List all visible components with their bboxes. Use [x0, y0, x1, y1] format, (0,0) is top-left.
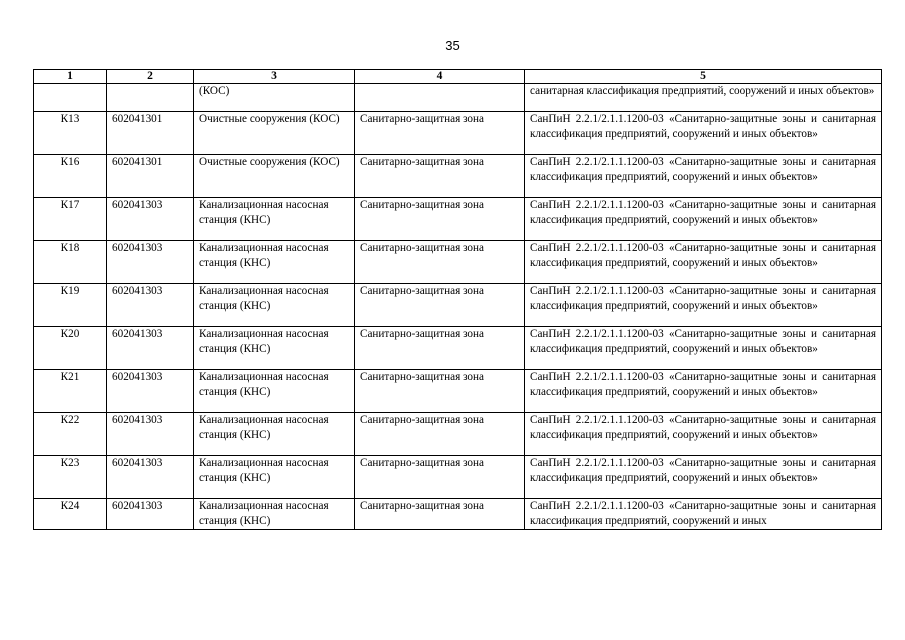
cell-name: Очистные сооружения (КОС): [194, 112, 355, 155]
table-row: [34, 241, 882, 284]
cell-name: Канализационная насосная станция (КНС): [194, 499, 355, 530]
cell-kod: 602041301: [107, 112, 194, 155]
cell-code: К16: [34, 155, 107, 198]
table-row-continuation: [34, 84, 882, 112]
cell-zone: Санитарно-защитная зона: [355, 370, 525, 413]
cell-zone: Санитарно-защитная зона: [355, 241, 525, 284]
cell-code: К24: [34, 499, 107, 530]
column-header-5: 5: [525, 70, 882, 84]
cell-doc: СанПиН 2.2.1/2.1.1.1200-03 «Санитарно-защитные зоны и санитарная классификация предприятий, сооружений и иных объектов»: [525, 456, 882, 499]
cell-code: К22: [34, 413, 107, 456]
cell-zone: Санитарно-защитная зона: [355, 198, 525, 241]
column-header-2: 2: [107, 70, 194, 84]
cell-name: Канализационная насосная станция (КНС): [194, 370, 355, 413]
cell-doc: СанПиН 2.2.1/2.1.1.1200-03 «Санитарно-защитные зоны и санитарная классификация предприятий, сооружений и иных объектов»: [525, 370, 882, 413]
cell-code: К20: [34, 327, 107, 370]
cell-kod: 602041301: [107, 155, 194, 198]
cell-doc: СанПиН 2.2.1/2.1.1.1200-03 «Санитарно-защитные зоны и санитарная классификация предприятий, сооружений и иных объектов»: [525, 284, 882, 327]
cell-code: К21: [34, 370, 107, 413]
cell-doc: СанПиН 2.2.1/2.1.1.1200-03 «Санитарно-защитные зоны и санитарная классификация предприятий, сооружений и иных объектов»: [525, 327, 882, 370]
cell-zone: Санитарно-защитная зона: [355, 155, 525, 198]
cell-zone: Санитарно-защитная зона: [355, 327, 525, 370]
cell-code: К17: [34, 198, 107, 241]
table-row: [34, 284, 882, 327]
cell-zone: Санитарно-защитная зона: [355, 456, 525, 499]
table-row: [34, 112, 882, 155]
table-row: [34, 155, 882, 198]
column-header-3: 3: [194, 70, 355, 84]
cell-zone: Санитарно-защитная зона: [355, 112, 525, 155]
cell-name: (КОС): [194, 84, 355, 112]
table-row: [34, 456, 882, 499]
cell-kod: 602041303: [107, 241, 194, 284]
cell-kod: 602041303: [107, 413, 194, 456]
cell-kod: 602041303: [107, 284, 194, 327]
table-row: [34, 499, 882, 530]
cell-kod: 602041303: [107, 370, 194, 413]
column-header-4: 4: [355, 70, 525, 84]
cell-name: Канализационная насосная станция (КНС): [194, 413, 355, 456]
cell-code: [34, 84, 107, 112]
cell-kod: [107, 84, 194, 112]
cell-kod: 602041303: [107, 327, 194, 370]
table-row: [34, 198, 882, 241]
cell-kod: 602041303: [107, 198, 194, 241]
cell-doc: СанПиН 2.2.1/2.1.1.1200-03 «Санитарно-защитные зоны и санитарная классификация предприятий, сооружений и иных объектов»: [525, 198, 882, 241]
cell-doc: санитарная классификация предприятий, сооружений и иных объектов»: [525, 84, 882, 112]
cell-doc: СанПиН 2.2.1/2.1.1.1200-03 «Санитарно-защитные зоны и санитарная классификация предприятий, сооружений и иных объектов»: [525, 241, 882, 284]
zones-table: [33, 69, 882, 530]
cell-doc: СанПиН 2.2.1/2.1.1.1200-03 «Санитарно-защитные зоны и санитарная классификация предприятий, сооружений и иных объектов»: [525, 155, 882, 198]
table-row: [34, 413, 882, 456]
cell-zone: [355, 84, 525, 112]
cell-code: К18: [34, 241, 107, 284]
cell-kod: 602041303: [107, 456, 194, 499]
cell-zone: Санитарно-защитная зона: [355, 413, 525, 456]
cell-name: Канализационная насосная станция (КНС): [194, 241, 355, 284]
cell-doc: СанПиН 2.2.1/2.1.1.1200-03 «Санитарно-защитные зоны и санитарная классификация предприятий, сооружений и иных объектов»: [525, 413, 882, 456]
cell-doc: СанПиН 2.2.1/2.1.1.1200-03 «Санитарно-защитные зоны и санитарная классификация предприятий, сооружений и иных: [525, 499, 882, 530]
table-row: [34, 327, 882, 370]
cell-code: К19: [34, 284, 107, 327]
cell-name: Канализационная насосная станция (КНС): [194, 198, 355, 241]
cell-kod: 602041303: [107, 499, 194, 530]
column-header-1: 1: [34, 70, 107, 84]
table-row: [34, 370, 882, 413]
cell-doc: СанПиН 2.2.1/2.1.1.1200-03 «Санитарно-защитные зоны и санитарная классификация предприятий, сооружений и иных объектов»: [525, 112, 882, 155]
cell-name: Канализационная насосная станция (КНС): [194, 327, 355, 370]
cell-zone: Санитарно-защитная зона: [355, 284, 525, 327]
cell-name: Очистные сооружения (КОС): [194, 155, 355, 198]
cell-code: К23: [34, 456, 107, 499]
page-number: 35: [445, 38, 460, 53]
cell-zone: Санитарно-защитная зона: [355, 499, 525, 530]
header-row: [34, 70, 882, 84]
cell-code: К13: [34, 112, 107, 155]
cell-name: Канализационная насосная станция (КНС): [194, 284, 355, 327]
cell-name: Канализационная насосная станция (КНС): [194, 456, 355, 499]
